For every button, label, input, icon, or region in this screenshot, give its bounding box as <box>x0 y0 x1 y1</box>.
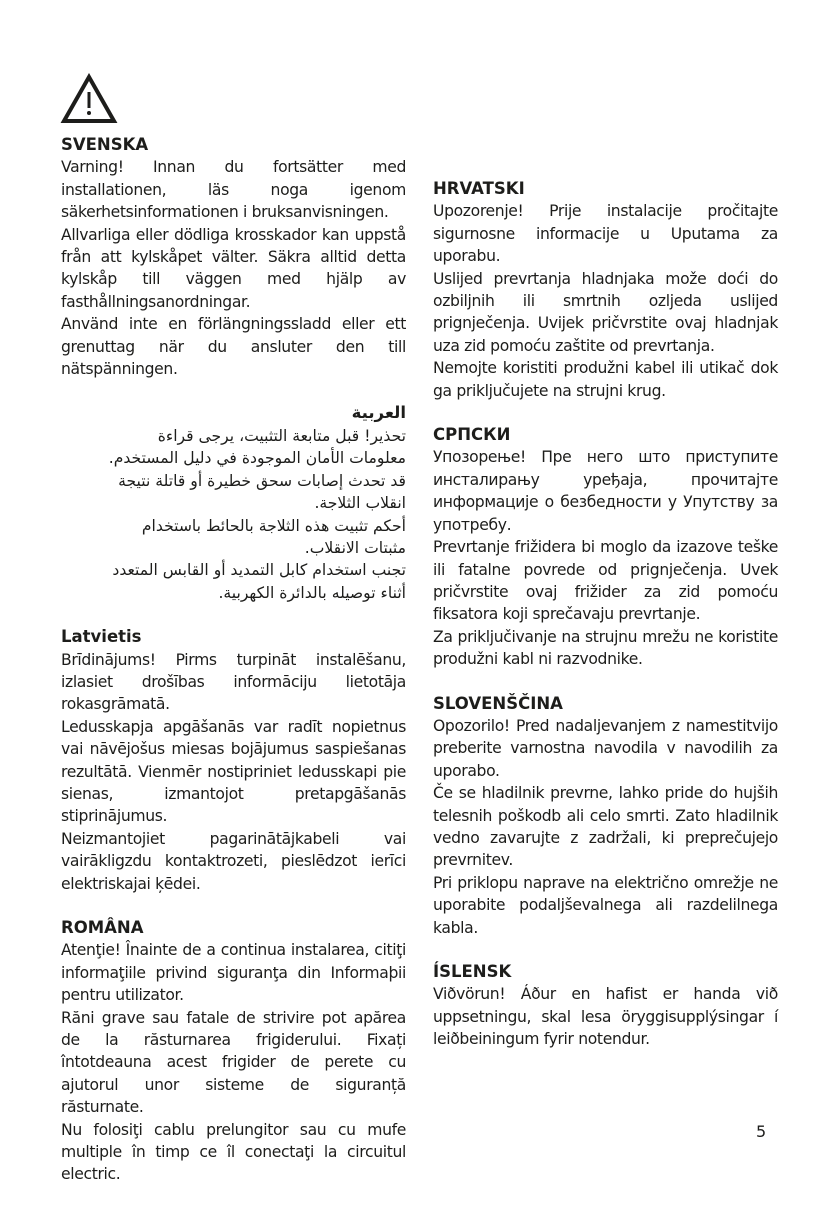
paragraph: Uslijed prevrtanja hladnjaka može doći do ozbiljnih ili smrtnih ozljeda uslijed prignječenja. Uvijek pričvrstite ovaj hladnjak uza zid pomoću zaštite od prevrtanja. <box>433 269 778 355</box>
section-srpski <box>433 424 778 670</box>
section-svenska <box>61 134 406 380</box>
paragraph: Allvarliga eller dödliga krosskador kan uppstå från att kylskåpet välter. Säkra alltid detta kylskåp till väggen med hjälp av fasthållningsanordningar. <box>61 225 406 311</box>
section-heading: HRVATSKI <box>433 179 525 198</box>
section-heading: Latvietis <box>61 627 142 647</box>
paragraph: Nu folosiţi cablu prelungitor sau cu mufe multiple în timp ce îl conectaţi la circuitul electric. <box>61 1120 406 1184</box>
section-heading: СРПСКИ <box>433 425 511 445</box>
section-slovenscina <box>433 693 778 939</box>
paragraph: Atenţie! Înainte de a continua instalarea, citiţi informaţiile privind siguranţa din Informaþii pentru utilizator. <box>61 941 406 1005</box>
section-heading: SLOVENŠČINA <box>433 693 563 713</box>
left-column <box>61 134 406 1208</box>
paragraph: قد تحدث إصابات سحق خطيرة أو قاتلة نتيجة انقلاب الثلاجة. <box>118 471 406 513</box>
section-hrvatski <box>433 178 778 402</box>
right-column <box>433 134 778 1073</box>
paragraph: Neizmantojiet pagarinātājkabeli vai vairākligzdu kontaktrozeti, pieslēdzot ierīci elektriskajai ķēdei. <box>61 829 406 893</box>
paragraph: تجنب استخدام كابل التمديد أو القابس المتعدد أثناء توصيله بالدائرة الكهربية. <box>112 561 406 602</box>
paragraph: تحذير! قبل متابعة التثبيت، يرجى قراءة معلومات الأمان الموجودة في دليل المستخدم. <box>108 426 406 468</box>
paragraph: Če se hladilnik prevrne, lahko pride do hujših telesnih poškodb ali celo smrti. Zato hladilnik vedno zavarujte z zadržali, ki preprečujejo prevrnitev. <box>433 784 778 870</box>
page-number: 5 <box>756 1122 767 1141</box>
paragraph: Viðvörun! Áður en hafist er handa við uppsetningu, skal lesa öryggisupplýsingar í leiðbeiningum fyrir notendur. <box>433 985 778 1049</box>
section-heading: ÍSLENSK <box>433 962 512 981</box>
section-heading: العربية <box>351 403 406 423</box>
section-latvietis <box>61 626 406 895</box>
section-heading: SVENSKA <box>61 135 149 154</box>
paragraph: Varning! Innan du fortsätter med installationen, läs noga igenom säkerhetsinformationen i bruksanvisningen. <box>61 158 406 222</box>
paragraph: Răni grave sau fatale de strivire pot apărea de la răsturnarea frigiderului. Fixați întotdeauna acest frigider de perete cu ajutorul unor sisteme de siguranță răsturnate. <box>61 1008 406 1117</box>
paragraph: Opozorilo! Pred nadaljevanjem z namestitvijo preberite varnostna navodila v navodilih za uporabo. <box>433 716 778 780</box>
section-heading: ROMÂNA <box>61 918 144 937</box>
paragraph: Nemojte koristiti produžni kabel ili utikač dok ga priključujete na strujni krug. <box>433 359 778 400</box>
paragraph: Ledusskapja apgāšanās var radīt nopietnus vai nāvējošus miesas bojājumus saspiešanas rezultātā. Vienmēr nostipriniet ledusskapi pie sienas, izmantojot pretapgāšanās stiprinājumus. <box>61 717 406 826</box>
paragraph: Upozorenje! Prije instalacije pročitajte sigurnosne informacije u Uputama za uporabu. <box>433 202 778 266</box>
warning-triangle-icon <box>60 73 118 125</box>
section-arabic <box>61 402 406 604</box>
paragraph: Prevrtanje frižidera bi moglo da izazove teške ili fatalne povrede od prignječenja. Uvek pričvrstite ovaj frižider za zid pomoću fiksatora koji sprečavaju prevrtanje. <box>433 538 778 624</box>
section-romana <box>61 917 406 1186</box>
paragraph: Za priključivanje na strujnu mrežu ne koristite produžni kabl ni razvodnike. <box>433 627 778 669</box>
paragraph: أحكم تثبيت هذه الثلاجة بالحائط باستخدام مثبتات الانقلاب. <box>141 516 406 557</box>
section-islensk <box>433 961 778 1051</box>
paragraph: Brīdinājums! Pirms turpināt instalēšanu, izlasiet drošības informāciju lietotāja rokasgrāmatā. <box>61 650 406 714</box>
paragraph: Pri priklopu naprave na električno omrežje ne uporabite podaljševalnega ali razdelilnega kabla. <box>433 873 778 937</box>
paragraph: Упозорење! Пре него што приступите инсталирању уређаја, прочитајте информације о безбедности у Упутству за употребу. <box>433 448 778 534</box>
paragraph: Använd inte en förlängningssladd eller ett grenuttag när du ansluter den till nätspänningen. <box>61 315 406 379</box>
